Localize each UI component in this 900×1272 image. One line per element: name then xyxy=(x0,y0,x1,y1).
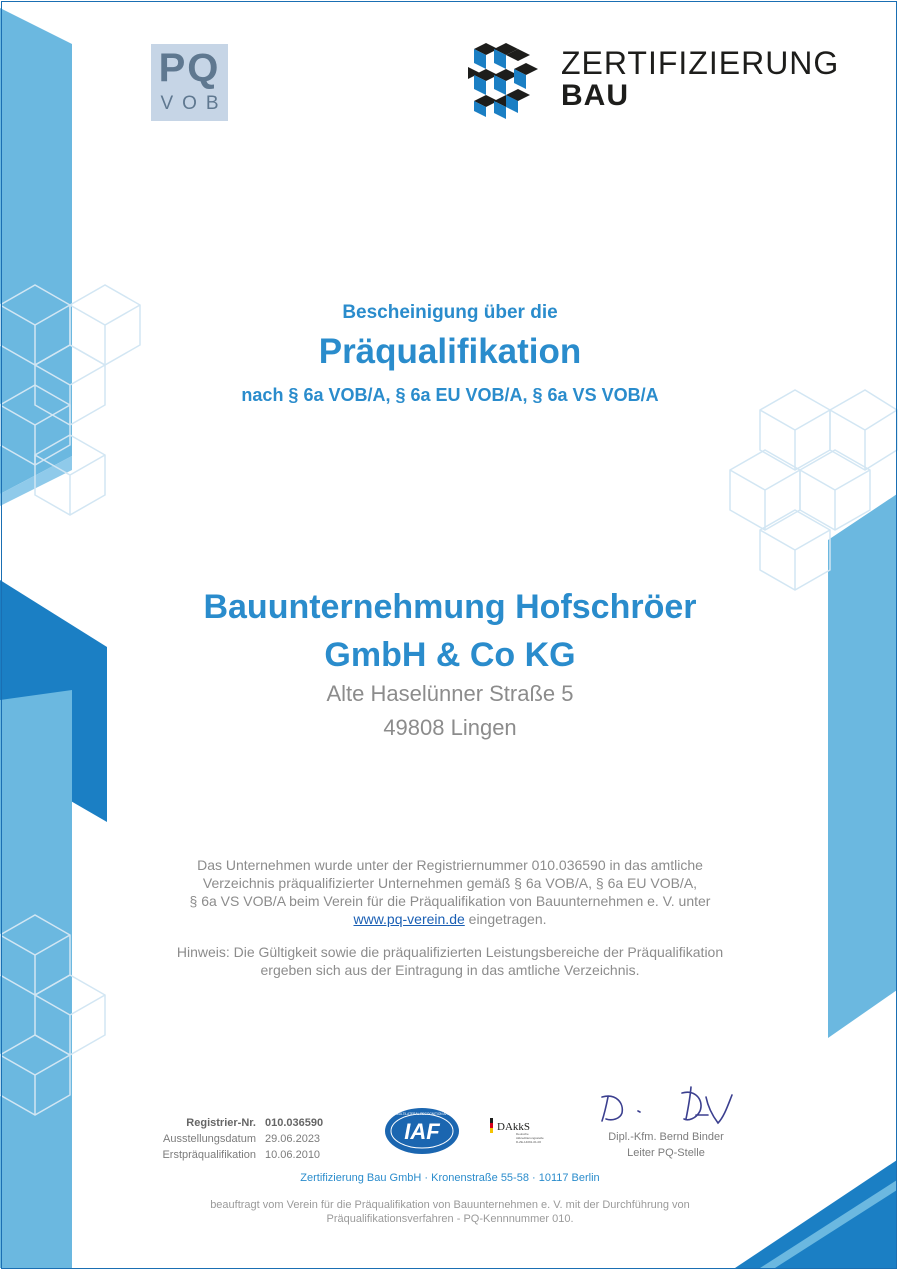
pq-logo-top: PQ xyxy=(158,46,221,90)
company-name xyxy=(100,583,800,679)
signer-role: Leiter PQ-Stelle xyxy=(627,1147,705,1159)
certificate-subtitle: nach § 6a VOB/A, § 6a EU VOB/A, § 6a VS VOB/A xyxy=(241,385,659,405)
company-address xyxy=(100,677,800,745)
left-band-bottom xyxy=(0,690,72,1268)
paragraph-line: ergeben sich aus der Eintragung in das amtliche Verzeichnis. xyxy=(260,962,640,978)
right-corner-dark xyxy=(735,1160,897,1268)
paragraph-line-with-link xyxy=(120,910,780,928)
paragraph-line: Hinweis: Die Gültigkeit sowie die präqualifizierten Leistungsbereiche der Präqualifikation xyxy=(176,944,724,960)
paragraph-line: Verzeichnis präqualifizierter Unternehmen gemäß § 6a VOB/A, § 6a EU VOB/A, xyxy=(202,875,698,891)
registration-labels xyxy=(140,1115,256,1163)
handwritten-signature xyxy=(596,1085,736,1131)
dakks-small-text: D-ZE-14091-01-00 xyxy=(516,1140,542,1144)
issue-date-label: Ausstellungsdatum xyxy=(163,1133,256,1145)
validity-note-paragraph xyxy=(120,943,780,979)
certificate-pre-title: Bescheinigung über die xyxy=(342,302,558,323)
pq-vob-logo xyxy=(151,44,228,121)
iaf-ring-text: MEMBER OF MULTILATERAL RECOGNITION ARRANGEMENT xyxy=(375,1112,469,1116)
zertifizierung-bau-cube-icon xyxy=(466,41,546,121)
issue-date-value: 29.06.2023 xyxy=(265,1133,321,1145)
certificate-title: Präqualifikation xyxy=(318,332,582,371)
registration-paragraph xyxy=(120,856,780,928)
company-city: 49808 Lingen xyxy=(383,715,517,740)
registration-number-label: Registrier-Nr. xyxy=(186,1117,256,1129)
dakks-logo xyxy=(488,1112,568,1152)
first-prequalification-label: Erstpräqualifikation xyxy=(162,1149,256,1161)
zertifizierung-bau-title-line2: BAU xyxy=(561,79,629,112)
signer-name: Dipl.-Kfm. Bernd Binder xyxy=(608,1131,724,1143)
company-name-line1: Bauunternehmung Hofschröer xyxy=(203,588,697,626)
footer-note xyxy=(150,1198,750,1226)
first-prequalification-value: 10.06.2010 xyxy=(265,1149,321,1161)
company-name-line2: GmbH & Co KG xyxy=(324,636,576,674)
iaf-logo xyxy=(375,1106,469,1156)
right-band xyxy=(828,494,897,1038)
dakks-small-text: Akkreditierungsstelle xyxy=(516,1136,544,1140)
dakks-small-text: Deutsche xyxy=(516,1132,529,1136)
paragraph-line: Das Unternehmen wurde unter der Registriernummer 010.036590 in das amtliche xyxy=(197,857,703,873)
signer-block xyxy=(596,1129,736,1161)
footer-address: Zertifizierung Bau GmbH · Kronenstraße 55-58 · 10117 Berlin xyxy=(300,1172,600,1184)
registration-values xyxy=(265,1115,323,1163)
company-street: Alte Haselünner Straße 5 xyxy=(326,681,574,706)
footer-note-line: beauftragt vom Verein für die Präqualifikation von Bauunternehmen e. V. mit der Durchführung von xyxy=(210,1199,690,1211)
pq-logo-bottom: VOB xyxy=(160,93,228,114)
paragraph-end-text: eingetragen. xyxy=(464,911,547,927)
zertifizierung-bau-title-line1: ZERTIFIZIERUNG xyxy=(561,45,840,81)
footer-note-line: Präqualifikationsverfahren - PQ-Kennnummer 010. xyxy=(326,1213,574,1225)
dakks-logo-text: DAkkS xyxy=(497,1121,531,1133)
registration-number-value: 010.036590 xyxy=(265,1117,324,1129)
pq-verein-link[interactable]: www.pq-verein.de xyxy=(353,911,465,927)
paragraph-line: § 6a VS VOB/A beim Verein für die Präqualifikation von Bauunternehmen e. V. unter xyxy=(189,893,711,909)
iaf-logo-text: IAF xyxy=(404,1119,440,1144)
left-band-top xyxy=(0,8,72,494)
